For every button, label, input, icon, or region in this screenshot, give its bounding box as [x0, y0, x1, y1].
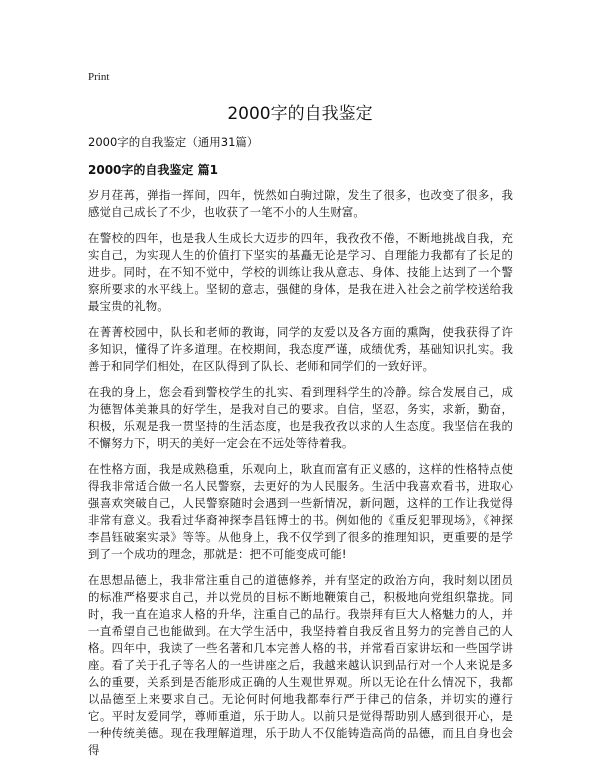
section-heading: 2000字的自我鉴定 篇1 [88, 163, 218, 177]
paragraph: 在菁菁校园中，队长和老师的教诲，同学的友爱以及各方面的熏陶，使我获得了许多知识，懂得了许多道理。在校期间，我态度严谨，成绩优秀，基础知识扎实。我善于和同学们相处，在区队得到了队长、老师和同学们的一致好评。 [88, 325, 513, 373]
body-text [88, 187, 513, 768]
paragraph: 在警校的四年，也是我人生成长大迈步的四年，我孜孜不倦，不断地挑战自我，充实自己，为实现人生的价值打下坚实的基矗无论是学习、自理能力我都有了长足的进步。同时，在不知不觉中，学校的训练让我从意志、身体、技能上达到了一个警察所要求的水平线上。坚韧的意志，强健的身体，是我在进入社会之前学校送给我最宝贵的礼物。 [88, 231, 513, 313]
document-title: 2000字的自我鉴定 [227, 104, 373, 124]
print-link[interactable]: Print [88, 71, 110, 83]
document-subtitle: 2000字的自我鉴定（通用31篇） [88, 135, 259, 149]
paragraph: 在性格方面，我是成熟稳重，乐观向上，耿直而富有正义感的，这样的性格特点使得我非常适合做一名人民警察，去更好的为人民服务。生活中我喜欢看书，进取心强喜欢突破自己，人民警察随时会遇到一些新情况，新问题，这样的工作让我觉得非常有意义。我看过华裔神探李昌钰博士的书。例如他的《重反犯罪现场》，《神探李昌钰破案实录》等等。从他身上，我不仅学到了很多的推理知识，更重要的是学到了一个成功的理念，那就是：把不可能变成可能! [88, 462, 513, 561]
paragraph: 在思想品德上，我非常注重自己的道德修养，并有坚定的政治方向，我时刻以团员的标准严格要求自己，并以党员的目标不断地鞭策自己，积极地向党组织靠拢。同时，我一直在追求人格的升华，注重自己的品行。我崇拜有巨大人格魅力的人，并一直希望自己也能做到。在大学生活中，我坚持着自我反省且努力的完善自己的人格。四年中，我读了一些名著和几本完善人格的书，并常看百家讲坛和一些国学讲座。看了关于孔子等名人的一些讲座之后，我越来越认识到品行对一个人来说是多么的重要，关系到是否能形成正确的人生观世界观。所以无论在什么情况下，我都以品德至上来要求自己。无论何时何地我都奉行严于律己的信条，并切实的遵行它。平时友爱同学，尊师重道，乐于助人。以前只是觉得帮助别人感到很开心，是一种传统美德。现在我理解道理，乐于助人不仅能铸造高尚的品德，而且自身也会得 [88, 573, 513, 757]
paragraph: 岁月荏苒，弹指一挥间，四年，恍然如白驹过隙，发生了很多，也改变了很多，我感觉自己成长了不少，也收获了一笔不小的人生财富。 [88, 188, 513, 219]
paragraph: 在我的身上，您会看到警校学生的扎实、看到理科学生的冷静。综合发展自己，成为德智体美兼具的好学生，是我对自己的要求。自信，坚忍，务实，求新，勤奋，积极，乐观是我一贯坚持的生活态度，也是我孜孜以求的人生态度。我坚信在我的不懈努力下，明天的美好一定会在不远处等待着我。 [88, 385, 513, 450]
